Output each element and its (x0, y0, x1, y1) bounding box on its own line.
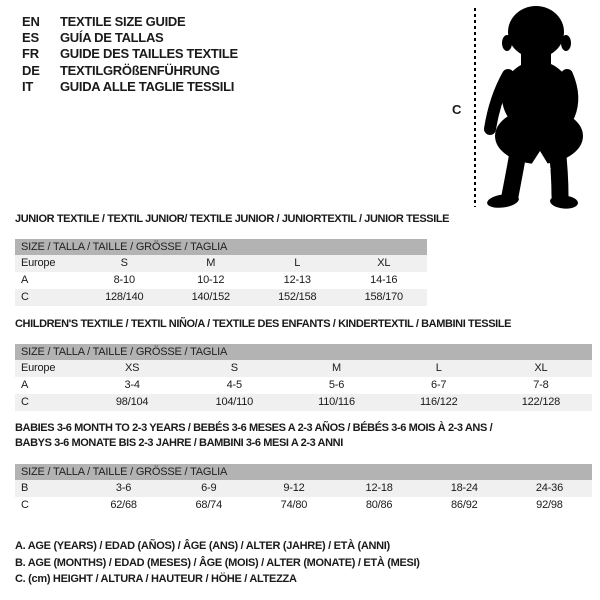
lang-row (22, 13, 238, 29)
table-row (15, 394, 592, 411)
table-row (15, 497, 592, 514)
lang-title: TEXTILGRÖßENFÜHRUNG (60, 62, 220, 78)
row-label-cell: B (21, 482, 29, 494)
height-measure-label: C (452, 102, 462, 117)
value-cell: 4-5 (226, 379, 242, 391)
value-cell: 8-10 (113, 274, 135, 286)
lang-code: DE (22, 62, 40, 78)
size-header-bar: SIZE / TALLA / TAILLE / GRÖSSE / TAGLIA (15, 239, 427, 255)
value-cell: 6-7 (431, 379, 447, 391)
value-cell: 6-9 (201, 482, 217, 494)
value-cell: 80/86 (365, 499, 393, 511)
row-label-cell: Europe (21, 257, 56, 269)
legend (15, 538, 420, 588)
value-cell: 3-6 (115, 482, 132, 494)
value-cell: 9-12 (283, 482, 305, 494)
baby-silhouette-icon (483, 5, 598, 212)
lang-code: IT (22, 79, 34, 95)
size-cell: S (120, 257, 128, 269)
children-size-table (15, 344, 592, 411)
value-cell: 98/104 (115, 396, 149, 408)
table-row (15, 377, 592, 394)
children-table-title: CHILDREN'S TEXTILE / TEXTIL NIÑO/A / TEXTILE DES ENFANTS / KINDERTEXTIL / BAMBINI TESSILE (15, 318, 512, 330)
value-cell: 5-6 (328, 379, 345, 391)
value-cell: 92/98 (536, 499, 563, 511)
babies-size-table (15, 464, 592, 514)
table-row (15, 480, 592, 497)
value-cell: 12-13 (283, 274, 311, 286)
legend-line: B. AGE (MONTHS) / EDAD (MESES) / ÂGE (MOIS) / ALTER (MONATE) / ETÀ (MESI) (15, 556, 420, 569)
value-cell: 128/140 (105, 291, 144, 303)
value-cell: 7-8 (533, 379, 549, 391)
value-cell: 140/152 (191, 291, 230, 303)
size-cell: M (206, 257, 216, 269)
row-label-cell: A (21, 379, 29, 391)
table-row (15, 360, 592, 377)
size-cell: M (332, 362, 341, 374)
row-label-cell: C (21, 499, 29, 511)
junior-size-table (15, 239, 427, 306)
value-cell: 152/158 (278, 291, 317, 303)
value-cell: 74/80 (280, 499, 308, 511)
height-dashed-line (474, 8, 476, 207)
size-cell: XS (124, 362, 140, 374)
size-cell: L (435, 362, 442, 374)
row-label-cell: C (21, 291, 29, 303)
lang-title: GUIDE DES TAILLES TEXTILE (60, 46, 238, 62)
row-label-cell: Europe (21, 362, 56, 374)
lang-row (22, 46, 238, 62)
value-cell: 18-24 (450, 482, 478, 494)
value-cell: 122/128 (521, 396, 561, 408)
size-header-bar: SIZE / TALLA / TAILLE / GRÖSSE / TAGLIA (15, 344, 592, 360)
language-header (22, 13, 238, 95)
babies-table-title: BABIES 3-6 MONTH TO 2-3 YEARS / BEBÉS 3-6 MESES A 2-3 AÑOS / BÉBÉS 3-6 MOIS À 2-3 ANS / BABYS 3-6 MONATE BIS 2-3 JAHRE / BAMBINI 3-6 MESI A 2-3 ANNI (15, 422, 493, 449)
lang-code: EN (22, 13, 40, 29)
row-label-cell: C (21, 396, 29, 408)
value-cell: 110/116 (318, 396, 355, 408)
lang-title: GUIDA ALLE TAGLIE TESSILI (60, 79, 235, 95)
lang-code: FR (22, 46, 39, 62)
size-cell: S (230, 362, 238, 374)
value-cell: 116/122 (419, 396, 458, 408)
value-cell: 12-18 (365, 482, 393, 494)
value-cell: 158/170 (364, 291, 403, 303)
value-cell: 3-4 (124, 379, 140, 391)
lang-code: ES (22, 30, 39, 46)
size-cell: XL (377, 257, 391, 269)
row-label-cell: A (21, 274, 29, 286)
legend-line: A. AGE (YEARS) / EDAD (AÑOS) / ÂGE (ANS) / ALTER (JAHRE) / ETÀ (ANNI) (15, 540, 390, 552)
value-cell: 62/68 (110, 499, 137, 511)
lang-title: TEXTILE SIZE GUIDE (60, 13, 186, 29)
table-row (15, 272, 427, 289)
value-cell: 10-12 (197, 274, 225, 286)
value-cell: 24-36 (535, 482, 564, 494)
value-cell: 104/110 (215, 396, 254, 408)
table-row (15, 289, 427, 306)
size-header-bar: SIZE / TALLA / TAILLE / GRÖSSE / TAGLIA (15, 464, 592, 480)
lang-row (22, 79, 238, 95)
junior-table-title: JUNIOR TEXTILE / TEXTIL JUNIOR/ TEXTILE JUNIOR / JUNIORTEXTIL / JUNIOR TESSILE (15, 213, 450, 225)
legend-line: C. (cm) HEIGHT / ALTURA / HAUTEUR / HÖHE / ALTEZZA (15, 573, 297, 585)
lang-row (22, 62, 238, 78)
value-cell: 68/74 (195, 499, 223, 511)
lang-row (22, 29, 238, 45)
size-cell: L (294, 257, 301, 269)
table-row (15, 255, 427, 272)
size-cell: XL (534, 362, 548, 374)
value-cell: 86/92 (451, 499, 478, 511)
value-cell: 14-16 (370, 274, 398, 286)
lang-title: GUÍA DE TALLAS (60, 30, 164, 46)
